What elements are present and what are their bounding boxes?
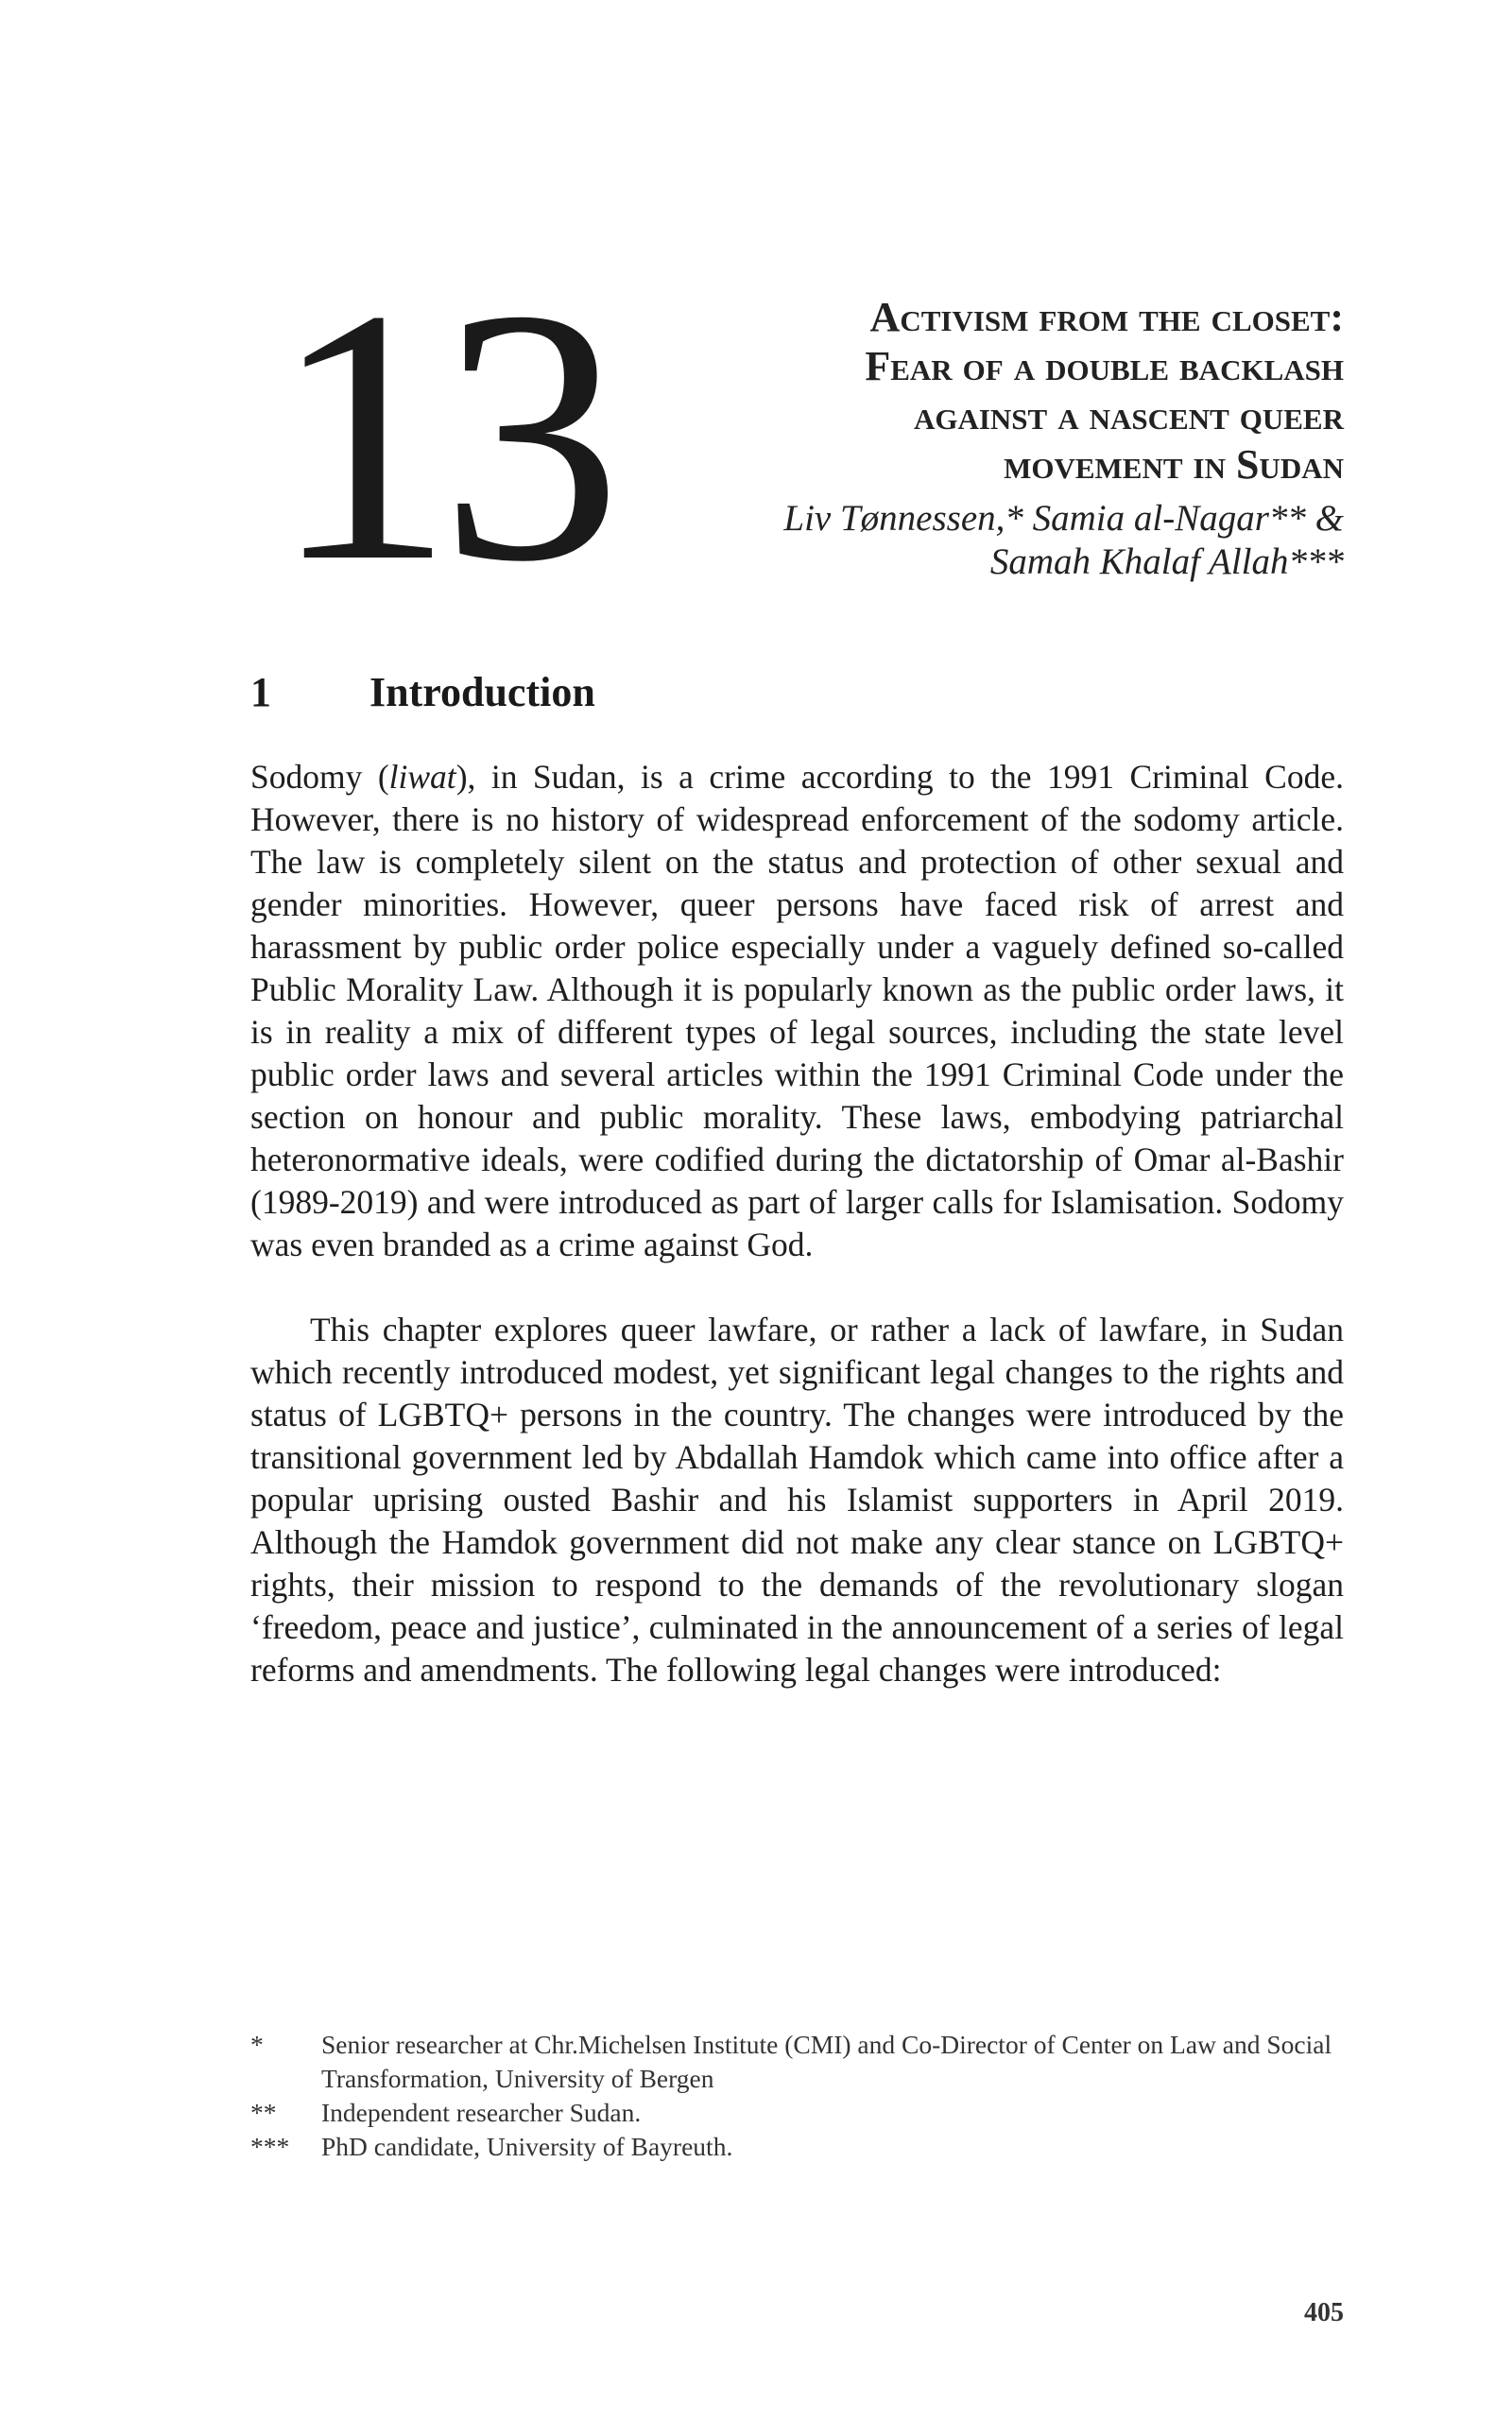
chapter-title-block [663, 293, 1344, 584]
footnote-mark: *** [250, 2132, 290, 2161]
chapter-title-line: movement in Sudan [1004, 441, 1344, 488]
section-title: Introduction [369, 669, 595, 715]
author-line: Samah Khalaf Allah*** [989, 541, 1344, 582]
footnote-mark: ** [250, 2098, 277, 2127]
footnote-text: Senior researcher at Chr.Michelsen Institute (CMI) and Co-Director of Center on Law and Social Transformation, University of Bergen [321, 2030, 1332, 2093]
paragraph-text: ), in Sudan, is a crime according to the 1991 Criminal Code. However, there is no history of widespread enforcement of the sodomy article. The law is completely silent on the status and protection of other sexual and gender minorities. However, queer persons have faced risk of arrest and harassment by public order police especially under a vaguely defined so-called Public Morality Law. Although it is popularly known as the public order laws, it is in reality a mix of different types of legal sources, including the state level public order laws and several articles within the 1991 Criminal Code under the section on honour and public morality. These laws, embodying patriarchal heteronormative ideals, were codified during the dictatorship of Omar al-Bashir (1989-2019) and were introduced as part of larger calls for Islamisation. Sodomy was even branded as a crime against God. [250, 758, 1344, 1263]
body-text [250, 756, 1344, 1691]
footnote [250, 2130, 1344, 2164]
paragraph-2: This chapter explores queer lawfare, or rather a lack of lawfare, in Sudan which recently introduced modest, yet significant legal changes to the rights and status of LGBTQ+ persons in the country. The changes were introduced by the transitional government led by Abdallah Hamdok which came into office after a popular uprising ousted Bashir and his Islamist supporters in April 2019. Although the Hamdok government did not make any clear stance on LGBTQ+ rights, their mission to respond to the demands of the revolutionary slogan ‘freedom, peace and justice’, culminated in the announcement of a series of legal reforms and amendments. The following legal changes were introduced: [250, 1311, 1344, 1689]
chapter-title-line: Activism from the closet: [869, 294, 1344, 340]
chapter-title-line: against a nascent queer [913, 392, 1344, 438]
italic-term: liwat [388, 758, 456, 796]
chapter-title-line: Fear of a double backlash [865, 343, 1344, 389]
chapter-number: 13 [272, 235, 609, 637]
footnote-text: PhD candidate, University of Bayreuth. [321, 2132, 733, 2161]
paragraph-text: Sodomy ( [250, 758, 389, 796]
footnote [250, 2028, 1344, 2096]
author-line: Liv Tønnessen,* Samia al-Nagar** & [783, 498, 1344, 539]
footnote-mark: * [250, 2030, 264, 2059]
footnotes [250, 2028, 1344, 2164]
section-heading [250, 666, 595, 719]
footnote [250, 2096, 1344, 2130]
chapter-authors [663, 497, 1344, 584]
section-number: 1 [250, 669, 271, 715]
page-number: 405 [1304, 2298, 1344, 2327]
paragraph-1 [250, 756, 1344, 1266]
footnote-text: Independent researcher Sudan. [321, 2098, 642, 2127]
